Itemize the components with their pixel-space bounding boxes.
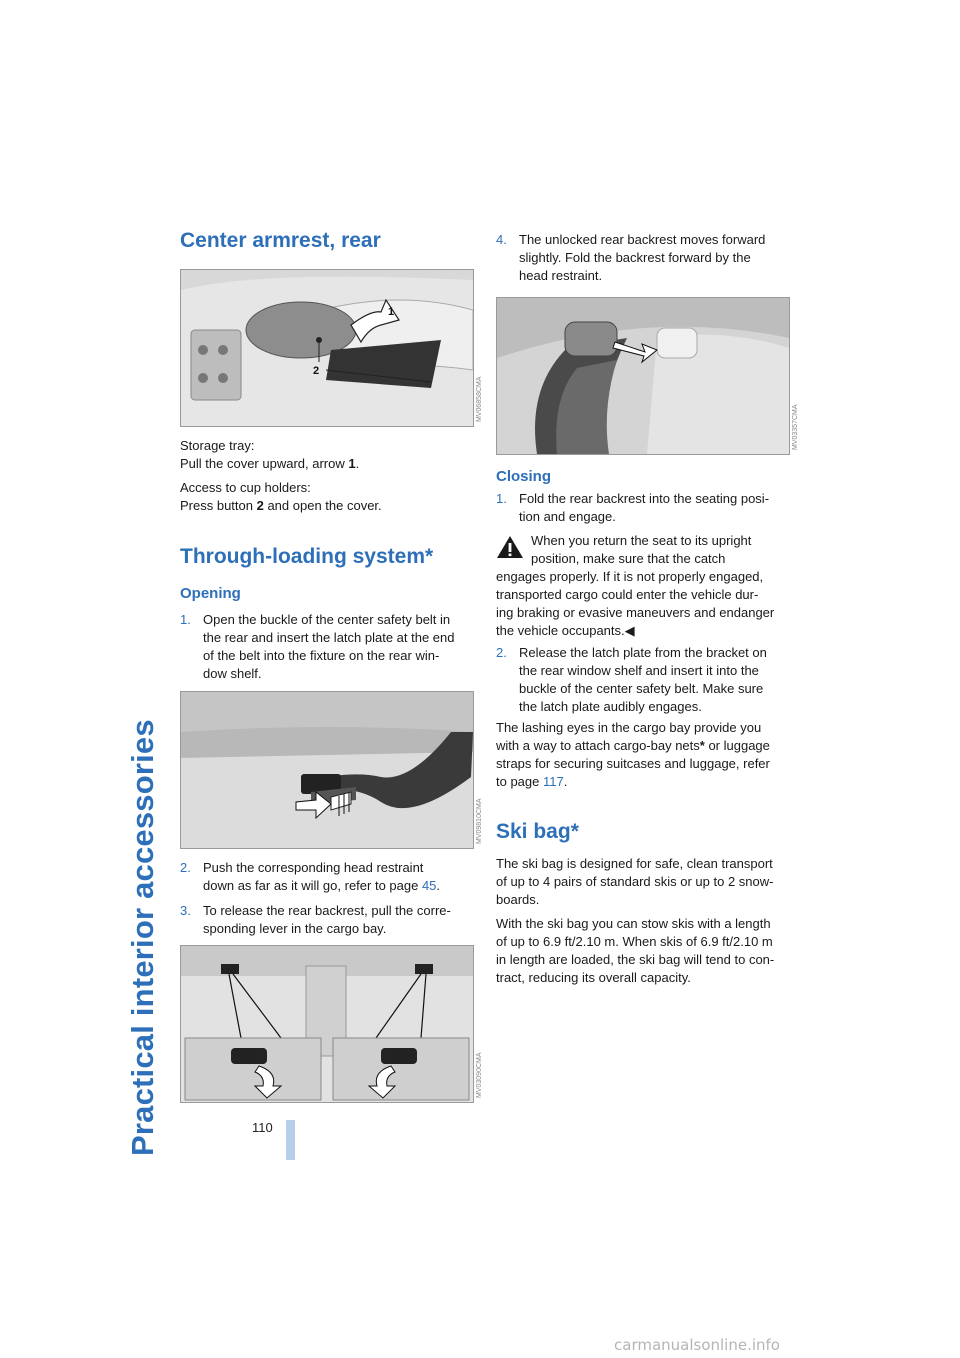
heading-center-armrest: Center armrest, rear bbox=[180, 229, 381, 252]
warning-line-6: the vehicle occupants.◀ bbox=[496, 623, 635, 638]
link-page-45[interactable]: 45 bbox=[421, 878, 437, 893]
figure-code: MV06858CMA bbox=[476, 376, 483, 422]
heading-ski-bag: Ski bag* bbox=[496, 820, 579, 843]
opening-step-3: 3. To release the rear backrest, pull the corre- sponding lever in the cargo bay. bbox=[180, 903, 451, 936]
side-title bbox=[125, 36, 164, 1156]
warning-line-4: transported cargo could enter the vehicle dur- bbox=[496, 587, 759, 602]
link-page-117[interactable]: 117 bbox=[543, 774, 564, 789]
heading-closing: Closing bbox=[496, 468, 551, 485]
ski-p1-line-2: of up to 4 pairs of standard skis or up to 2 snow- bbox=[496, 874, 774, 889]
figure-code-4: MV03357CMA bbox=[792, 404, 799, 450]
ski-p1-line-3: boards. bbox=[496, 892, 540, 907]
figure-code-2: MV09810CMA bbox=[476, 798, 483, 844]
storage-text: Pull the cover upward, arrow 1. bbox=[180, 456, 360, 471]
lashing-line-3: straps for securing suitcases and luggage, refer bbox=[496, 756, 770, 771]
warning-line-5: ing braking or evasive maneuvers and endanger bbox=[496, 605, 775, 620]
storage-label: Storage tray: bbox=[180, 438, 255, 453]
cup-label: Access to cup holders: bbox=[180, 480, 311, 495]
callout-1: 1 bbox=[388, 306, 395, 318]
opening-step-4: 4. The unlocked rear backrest moves forward slightly. Fold the backrest forward by the head restraint. bbox=[496, 232, 766, 283]
lashing-line-4: to page 117. bbox=[496, 774, 568, 789]
heading-opening: Opening bbox=[180, 585, 241, 602]
cup-text: Press button 2 and open the cover. bbox=[180, 498, 382, 513]
opening-step-2: 2. Push the corresponding head restraint down as far as it will go, refer to page 45. bbox=[180, 860, 441, 893]
footer-watermark-logo: carmanualsonline.info bbox=[614, 1336, 780, 1354]
figure-window-shelf bbox=[180, 691, 474, 849]
ski-p2-line-2: of up to 6.9 ft/2.10 m. When skis of 6.9 ft/2.10 m bbox=[496, 934, 773, 949]
figure-code-3: MV03090CMA bbox=[476, 1052, 483, 1098]
heading-through-loading: Through-loading system* bbox=[180, 545, 434, 568]
warning-line-2: position, make sure that the catch bbox=[531, 551, 726, 566]
opening-step-1: 1. Open the buckle of the center safety belt in the rear and insert the latch plate at the end of the belt into the fixture on the rear win- dow shelf. bbox=[180, 612, 455, 681]
closing-step-2: 2. Release the latch plate from the bracket on the rear window shelf and insert it into the buckle of the center safety belt. Make sure the latch plate audibly engages. bbox=[496, 645, 767, 714]
warning-line-3: engages properly. If it is not properly engaged, bbox=[496, 569, 764, 584]
lashing-line-1: The lashing eyes in the cargo bay provide you bbox=[496, 720, 762, 735]
warning-icon bbox=[496, 535, 524, 559]
figure-backrest-fold bbox=[496, 297, 790, 455]
ski-p2-line-3: in length are loaded, the ski bag will tend to con- bbox=[496, 952, 775, 967]
side-title-text: Practical interior accessories bbox=[125, 719, 160, 1156]
figure-center-armrest bbox=[180, 269, 474, 427]
warning-line-1: When you return the seat to its upright bbox=[531, 533, 752, 548]
page-number: 110 bbox=[252, 1120, 273, 1135]
ski-p2-line-4: tract, reducing its overall capacity. bbox=[496, 970, 691, 985]
closing-step-1: 1. Fold the rear backrest into the seating posi- tion and engage. bbox=[496, 491, 770, 524]
ski-p2-line-1: With the ski bag you can stow skis with a length bbox=[496, 916, 771, 931]
lashing-line-2: with a way to attach cargo-bay nets* or luggage bbox=[496, 738, 770, 753]
page-marker-bar bbox=[286, 1120, 295, 1160]
ski-p1-line-1: The ski bag is designed for safe, clean transport bbox=[496, 856, 773, 871]
figure-cargo-bay-levers bbox=[180, 945, 474, 1103]
callout-2: 2 bbox=[313, 365, 320, 377]
